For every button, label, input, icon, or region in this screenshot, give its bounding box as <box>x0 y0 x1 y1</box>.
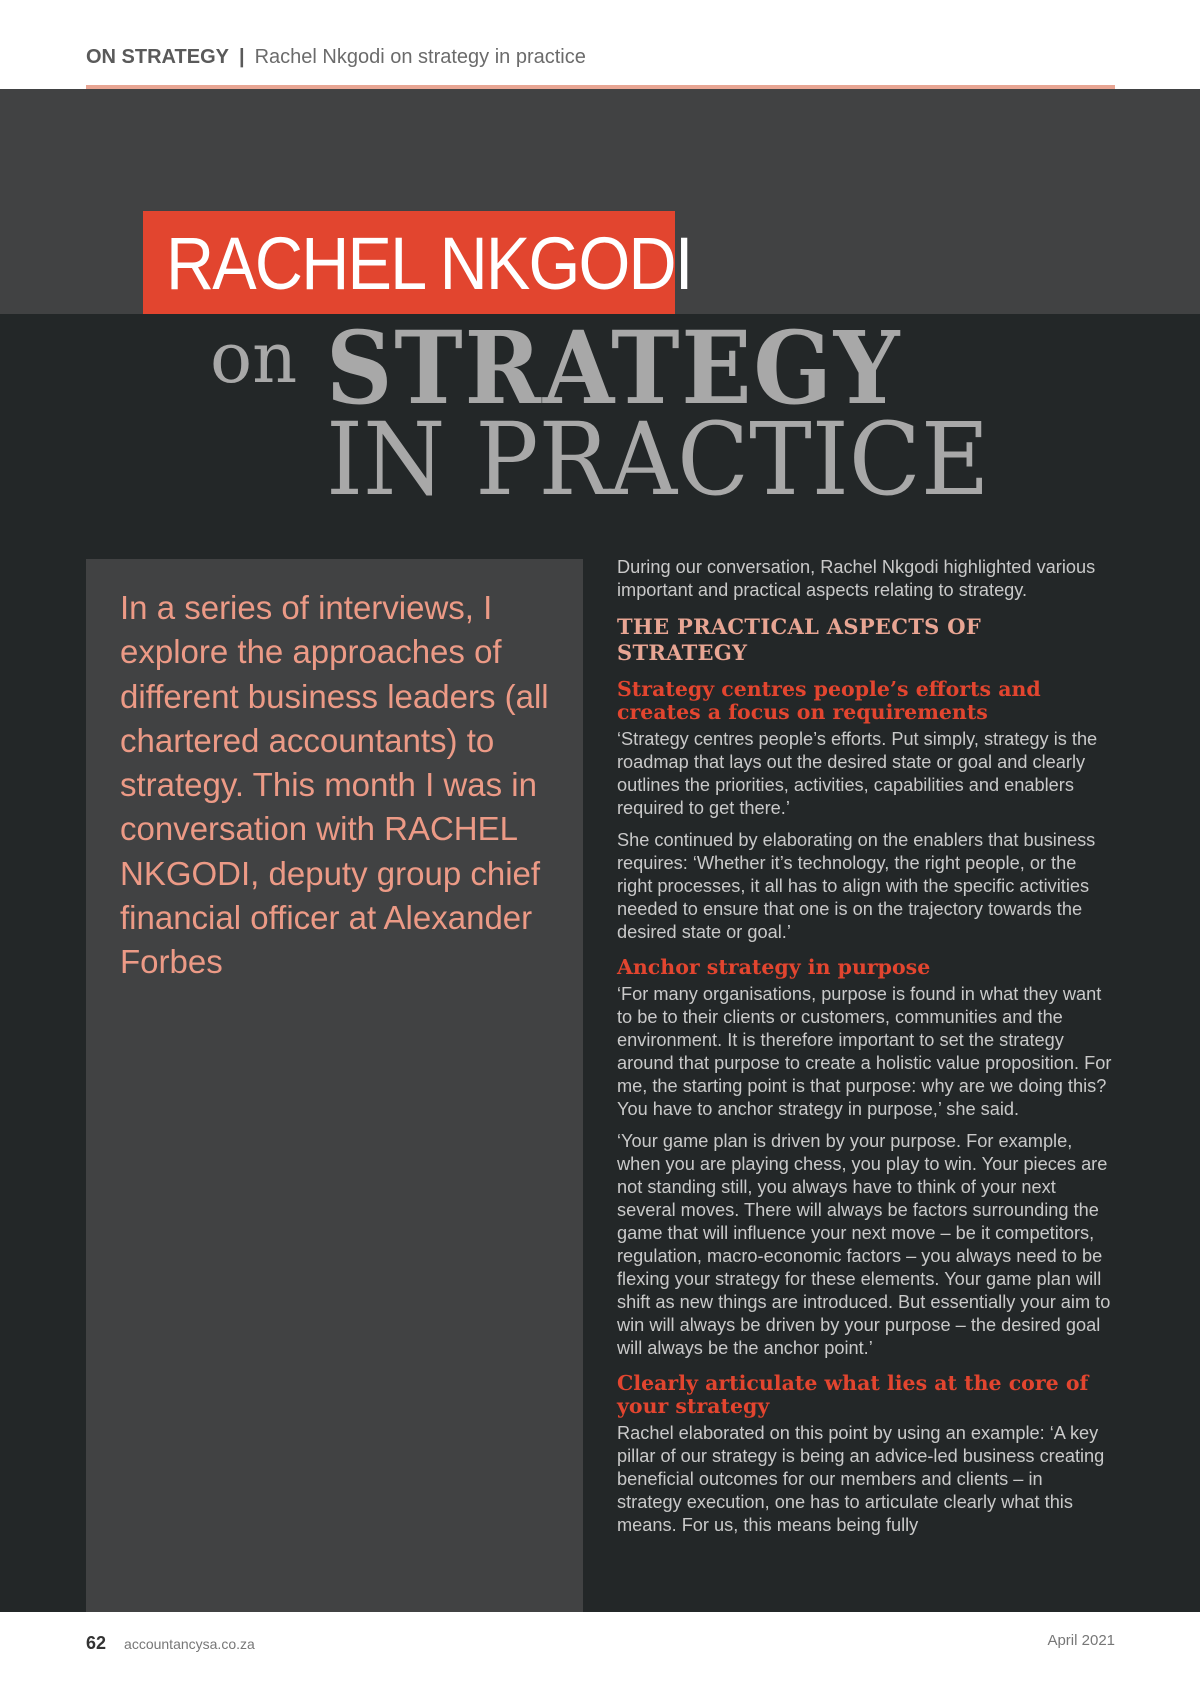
interviewee-name: RACHEL NKGODI <box>166 222 692 305</box>
paragraph-1: ‘Strategy centres people’s efforts. Put simply, strategy is the roadmap that lays out the desired state or goal and clearly outlines the priorities, activities, capabilities and enablers required to get there.’ <box>617 729 1098 818</box>
title-strategy: STRATEGY <box>326 309 902 427</box>
page-number: 62 <box>86 1633 107 1653</box>
header-subtitle: Rachel Nkgodi on strategy in practice <box>254 46 586 68</box>
header-separator: | <box>238 46 245 68</box>
running-head <box>86 46 586 76</box>
paragraph-3: ‘For many organisations, purpose is found in what they want to be to their clients or customers, communities and the environment. It is therefore important to set the strategy around that purpose to create a holistic value proposition. For me, the starting point is that purpose: why are we doing this? You have to anchor strategy in purpose,’ she said. <box>617 984 1112 1119</box>
lead-paragraph: During our conversation, Rachel Nkgodi highlighted various important and practical aspects relating to strategy. <box>617 557 1096 600</box>
subheading-2: Anchor strategy in purpose <box>617 955 931 979</box>
title-in-practice: IN PRACTICE <box>326 401 990 518</box>
article-body <box>617 556 1112 1546</box>
paragraph-2: She continued by elaborating on the enablers that business requires: ‘Whether it’s technology, the right people, or the right processes, it all has to align with the specific activities needed to ensure that one is on the trajectory towards the desired state or goal.’ <box>617 830 1096 942</box>
intro-text: In a series of interviews, I explore the approaches of different business leaders (all chartered accountants) to strategy. This month I was in conversation with RACHEL NKGODI, deputy group chief financial officer at Alexander Forbes <box>120 589 549 981</box>
footer-left <box>86 1633 255 1654</box>
paragraph-4: ‘Your game plan is driven by your purpose. For example, when you are playing chess, you play to win. Your pieces are not standing still, you always have to think of your next several moves. There will always be factors surrounding the game that will influence your next move – be it competitors, regulation, macro-economic factors – you always need to be flexing your strategy for these elements. Your game plan will shift as new things are introduced. But essentially your aim to win will always be driven by your purpose – the desired goal will always be the anchor point.’ <box>617 1131 1111 1358</box>
section-label: ON STRATEGY <box>86 46 229 68</box>
website-link[interactable]: accountancysa.co.za <box>124 1636 255 1652</box>
subheading-3: Clearly articulate what lies at the core of your strategy <box>617 1371 1089 1418</box>
paragraph-5: Rachel elaborated on this point by using an example: ‘A key pillar of our strategy is being an advice-led business creating beneficial outcomes for our members and clients – in strategy execution, one has to articulate clearly what this means. For us, this means being fully <box>617 1423 1105 1535</box>
subheading-1: Strategy centres people’s efforts and creates a focus on requirements <box>617 677 1041 724</box>
issue-date: April 2021 <box>1047 1632 1115 1649</box>
section-heading: THE PRACTICAL ASPECTS OF STRATEGY <box>617 614 982 665</box>
title-on: on <box>210 317 298 399</box>
